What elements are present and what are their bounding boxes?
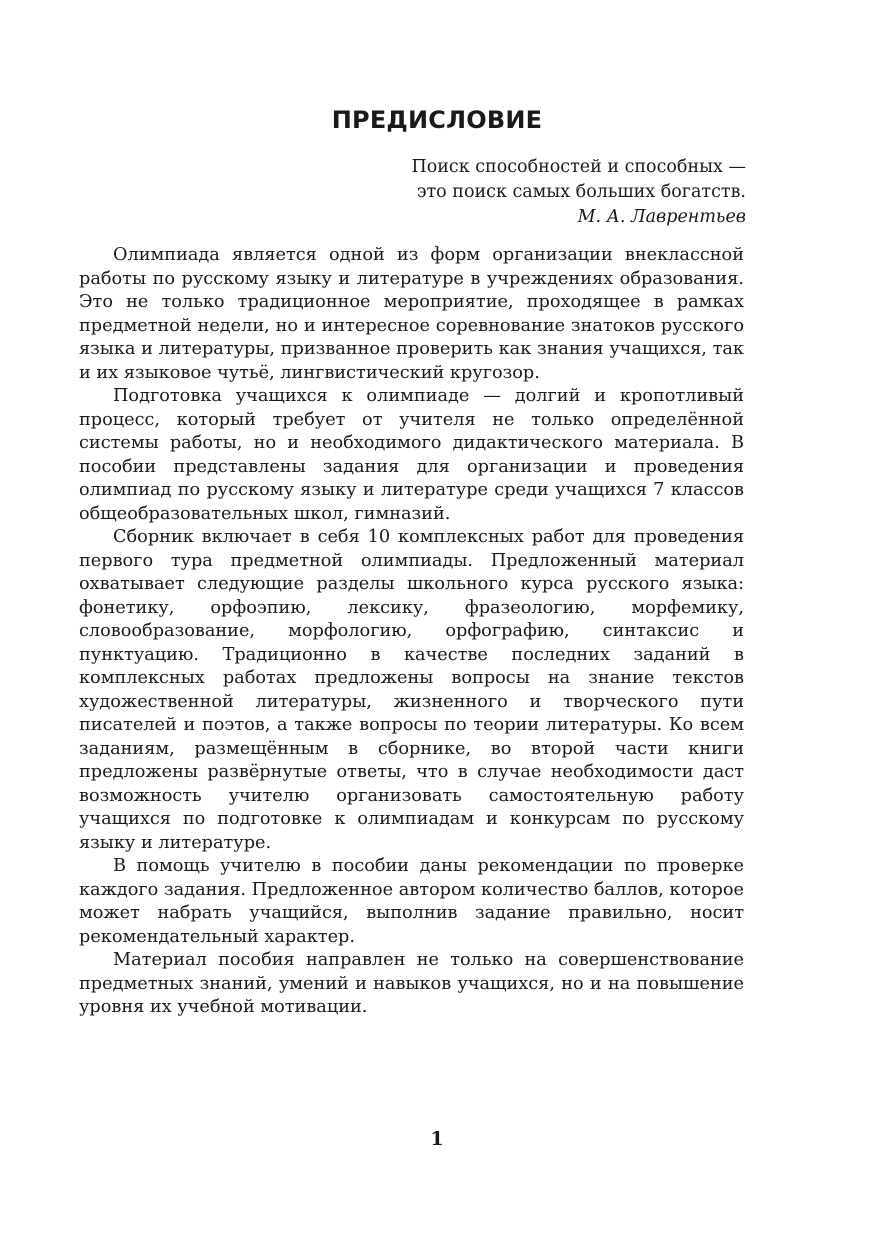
paragraph-5: Материал пособия направлен не только на совершенствование предметных знаний, умений и навыков учащихся, но и на повышение уровня их учебной мотивации.	[79, 950, 744, 1017]
epigraph-line-1: Поиск способностей и способных —	[411, 157, 746, 177]
paragraph-1: Олимпиада является одной из форм организации внеклассной работы по русскому языку и литературе в учреждениях образования. Это не только традиционное мероприятие, проходящее в рамках предметной недели, но и интересное соревнование знатоков русского языка и литературы, призванное проверить как знания учащихся, так и их языковое чутьё, лингвистический кругозор.	[79, 245, 744, 383]
epigraph-line-2: это поиск самых больших богатств.	[416, 182, 746, 202]
paragraph-2: Подготовка учащихся к олимпиаде — долгий и кропотливый процесс, который требует от учителя не только определённой системы работы, но и необходимого дидактического материала. В пособии представлены задания для организации и проведения олимпиад по русскому языку и литературе среди учащихся 7 классов общеобразовательных школ, гимназий.	[79, 386, 744, 524]
page-number: 1	[430, 1128, 444, 1150]
body-text	[79, 244, 744, 1020]
page-title: ПРЕДИСЛОВИЕ	[331, 106, 543, 134]
epigraph	[411, 155, 746, 230]
epigraph-author: М. А. Лаврентьев	[577, 207, 746, 227]
paragraph-3: Сборник включает в себя 10 комплексных работ для проведения первого тура предметной олимпиады. Предложенный материал охватывает следующие разделы школьного курса русского языка: фонетику, орфоэпию, лексику, фразеологию, морфемику, словообразование, морфологию, орфографию, синтаксис и пунктуацию. Традиционно в качестве последних заданий в комплексных работах предложены вопросы на знание текстов художественной литературы, жизненного и творческого пути писателей и поэтов, а также вопросы по теории литературы. Ко всем заданиям, размещённым в сборнике, во второй части книги предложены развёрнутые ответы, что в случае необходимости даст возможность учителю организовать самостоятельную работу учащихся по подготовке к олимпиадам и конкурсам по русскому языку и литературе.	[79, 527, 744, 853]
paragraph-4: В помощь учителю в пособии даны рекомендации по проверке каждого задания. Предложенное автором количество баллов, которое может набрать учащийся, выполнив задание правильно, носит рекомендательный характер.	[79, 856, 744, 947]
